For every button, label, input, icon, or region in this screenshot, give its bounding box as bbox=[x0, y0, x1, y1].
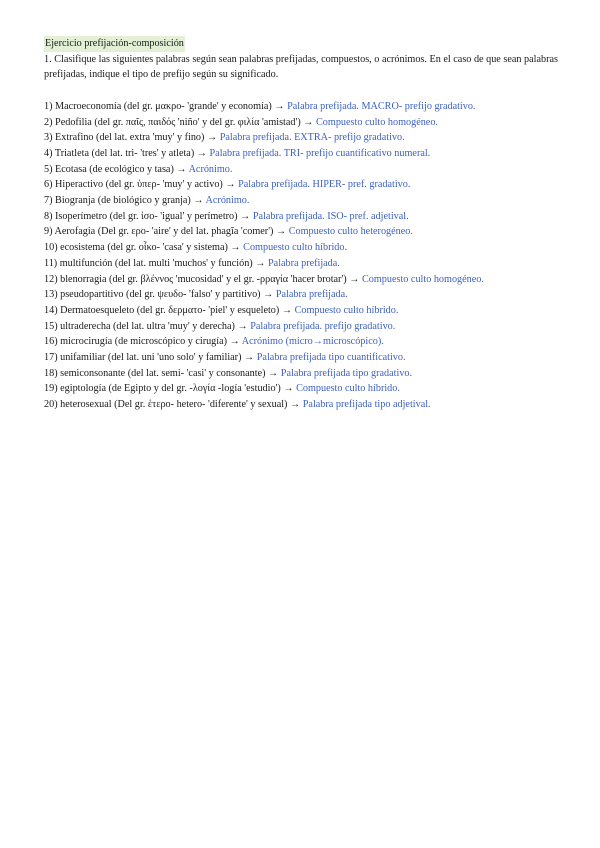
exercise-item bbox=[44, 115, 558, 131]
exercise-word: 17) unifamiliar (del lat. uni 'uno solo' y familiar) → bbox=[44, 352, 257, 364]
exercise-answer: Palabra prefijada. prefijo gradativo. bbox=[250, 320, 396, 332]
exercise-answer: Acrónimo (micro→microscópico). bbox=[241, 336, 384, 348]
exercise-item bbox=[44, 381, 558, 397]
exercise-item bbox=[44, 366, 558, 382]
exercise-item bbox=[44, 272, 558, 288]
exercise-answer: Palabra prefijada. bbox=[275, 289, 348, 301]
exercise-answer: Compuesto culto híbrido. bbox=[296, 383, 400, 395]
exercise-word: 7) Biogranja (de biológico y granja) → bbox=[44, 195, 206, 207]
exercise-item bbox=[44, 350, 558, 366]
exercise-item bbox=[44, 397, 558, 413]
exercise-item bbox=[44, 303, 558, 319]
exercise-word: 3) Extrafino (del lat. extra 'muy' y fino) → bbox=[44, 132, 220, 144]
exercise-word: 11) multifunción (del lat. multi 'muchos' y función) → bbox=[44, 257, 268, 269]
exercise-answer: Compuesto culto heterogéneo. bbox=[288, 226, 413, 238]
exercise-item bbox=[44, 256, 558, 272]
document-title: Ejercicio prefijación-composición bbox=[44, 36, 185, 52]
exercise-answer: Palabra prefijada. ISO- pref. adjetival. bbox=[252, 210, 409, 222]
exercise-answer: Palabra prefijada. EXTRA- prefijo gradativo. bbox=[219, 132, 405, 144]
exercise-answer: Acrónimo. bbox=[188, 163, 233, 175]
exercise-item bbox=[44, 334, 558, 350]
exercise-answer: Compuesto culto híbrido. bbox=[294, 304, 399, 316]
exercise-item bbox=[44, 224, 558, 240]
exercise-answer: Palabra prefijada tipo adjetival. bbox=[302, 399, 431, 411]
exercise-item bbox=[44, 209, 558, 225]
exercise-word: 14) Dermatoesqueleto (del gr. δερματο- 'piel' y esqueleto) → bbox=[44, 304, 295, 316]
exercise-answer: Palabra prefijada. TRI- prefijo cuantificativo numeral. bbox=[209, 147, 431, 159]
exercise-answer: Acrónimo. bbox=[205, 195, 250, 207]
exercise-word: 13) pseudopartitivo (del gr. ψευδο- 'falso' y partitivo) → bbox=[44, 289, 276, 301]
exercise-word: 1) Macroeconomía (del gr. μακρο- 'grande' y economía) → bbox=[44, 100, 288, 112]
exercise-item bbox=[44, 240, 558, 256]
exercise-word: 8) Isoperímetro (del gr. ἰσο- 'igual' y perímetro) → bbox=[44, 210, 253, 222]
exercise-word: 4) Triatleta (del lat. tri- 'tres' y atleta) → bbox=[44, 147, 210, 159]
spacer bbox=[44, 83, 558, 99]
exercise-answer: Palabra prefijada. MACRO- prefijo gradativo. bbox=[287, 100, 476, 112]
exercise-instructions: 1. Clasifique las siguientes palabras según sean palabras prefijadas, compuestos, o acrónimos. En el caso de que sean palabras prefijadas, indique el tipo de prefijo según su significado. bbox=[44, 53, 558, 81]
exercise-item bbox=[44, 130, 558, 146]
exercise-word: 10) ecosistema (del gr. οἶκο- 'casa' y sistema) → bbox=[44, 242, 244, 254]
exercise-answer: Compuesto culto homogéneo. bbox=[316, 116, 438, 128]
exercise-item bbox=[44, 319, 558, 335]
exercise-word: 5) Ecotasa (de ecológico y tasa) → bbox=[44, 163, 189, 175]
exercise-word: 16) microcirugía (de microscópico y cirugía) → bbox=[44, 336, 242, 348]
exercise-word: 12) blenorragia (del gr. βλέννος 'mucosidad' y el gr. -ρραγία 'hacer brotar') → bbox=[44, 273, 362, 285]
exercise-item bbox=[44, 193, 558, 209]
exercise-word: 2) Pedofilia (del gr. παῖς, παιδός 'niño' y del gr. φιλία 'amistad') → bbox=[44, 116, 317, 128]
exercise-word: 9) Aerofagia (Del gr. ερο- 'aire' y del lat. phagĭa 'comer') → bbox=[44, 226, 289, 238]
exercise-answer: Palabra prefijada. bbox=[268, 257, 340, 269]
document-title-line bbox=[44, 36, 558, 52]
exercise-list bbox=[44, 99, 558, 413]
exercise-item bbox=[44, 99, 558, 115]
exercise-item bbox=[44, 162, 558, 178]
exercise-item bbox=[44, 287, 558, 303]
exercise-answer: Compuesto culto híbrido. bbox=[243, 242, 348, 254]
exercise-answer: Palabra prefijada tipo cuantificativo. bbox=[256, 352, 406, 364]
exercise-answer: Palabra prefijada. HIPER- pref. gradativo. bbox=[238, 179, 411, 191]
exercise-answer: Compuesto culto homogéneo. bbox=[361, 273, 484, 285]
exercise-word: 15) ultraderecha (del lat. ultra 'muy' y derecha) → bbox=[44, 320, 251, 332]
exercise-item bbox=[44, 146, 558, 162]
exercise-word: 19) egiptología (de Egipto y del gr. -λογία -logía 'estudio') → bbox=[44, 383, 297, 395]
exercise-word: 6) Hiperactivo (del gr. ὑπερ- 'muy' y activo) → bbox=[44, 179, 239, 191]
exercise-word: 20) heterosexual (Del gr. ἑτερο- hetero- 'diferente' y sexual) → bbox=[44, 399, 303, 411]
exercise-item bbox=[44, 177, 558, 193]
exercise-word: 18) semiconsonante (del lat. semi- 'casi' y consonante) → bbox=[44, 367, 281, 379]
exercise-answer: Palabra prefijada tipo gradativo. bbox=[280, 367, 413, 379]
document-page bbox=[44, 36, 558, 413]
